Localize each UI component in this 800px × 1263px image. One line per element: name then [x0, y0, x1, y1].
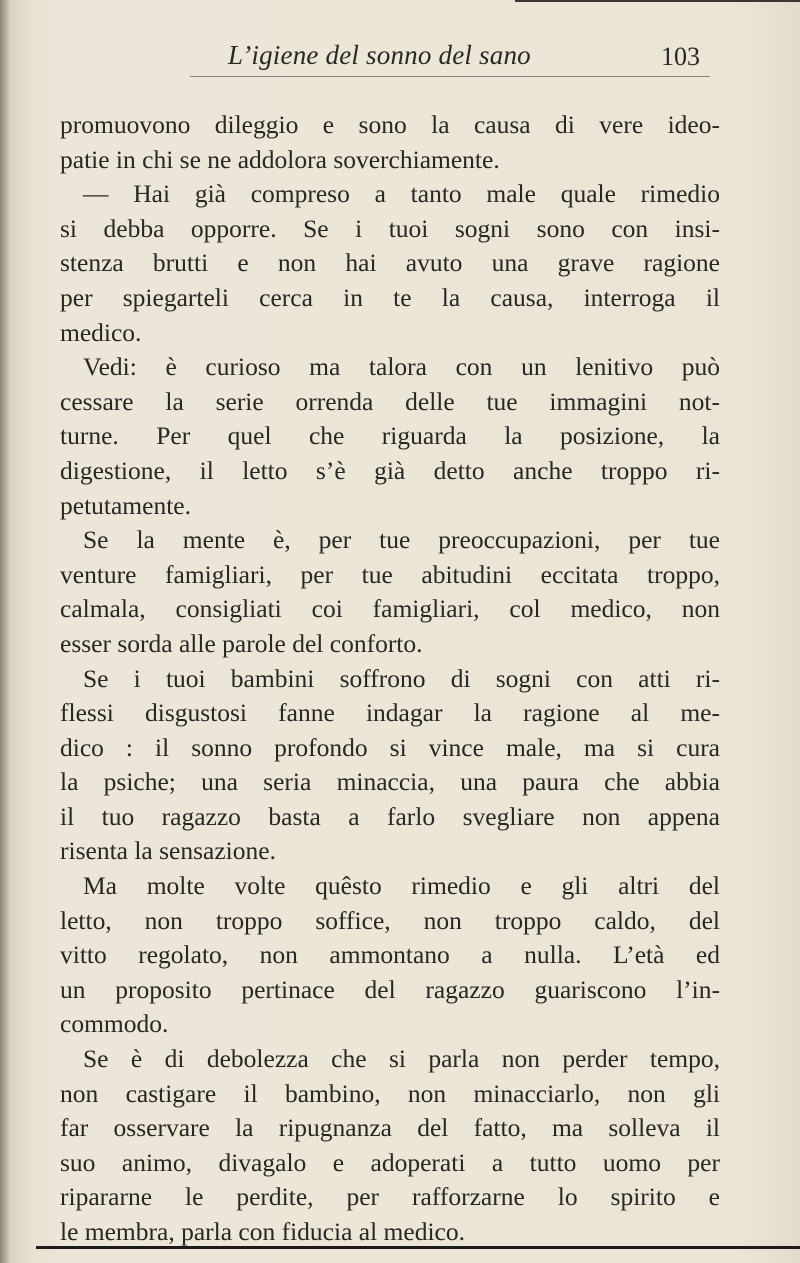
text-line: — Hai già compreso a tanto male quale rimedio [83, 179, 720, 209]
text-line: Se è di debolezza che si parla non perder tempo, [83, 1044, 720, 1074]
text-line: per spiegarteli cerca in te la causa, interroga il [60, 282, 720, 312]
text-line: stenza brutti e non hai avuto una grave ragione [60, 248, 720, 278]
text-line: flessi disgustosi fanne indagar la ragione al me- [60, 698, 720, 728]
bottom-edge-rule [36, 1246, 800, 1249]
text-line: un proposito pertinace del ragazzo guariscono l’in- [60, 974, 720, 1004]
text-line: commodo. [60, 1009, 169, 1039]
text-line: turne. Per quel che riguarda la posizione, la [60, 421, 720, 451]
text-line: far osservare la ripugnanza del fatto, ma solleva il [60, 1113, 720, 1143]
text-line: vitto regolato, non ammontano a nulla. L’età ed [60, 940, 720, 970]
text-line: le membra, parla con fiducia al medico. [60, 1217, 465, 1246]
text-line: cessare la serie orrenda delle tue immagini not- [60, 386, 720, 416]
text-line: non castigare il bambino, non minacciarlo, non gli [60, 1078, 720, 1108]
text-line: venture famigliari, per tue abitudini eccitata troppo, [60, 559, 720, 589]
text-line: petutamente. [60, 490, 191, 520]
body-text [60, 108, 720, 1250]
text-line: Vedi: è curioso ma talora con un lenitivo può [83, 352, 720, 382]
text-line: Ma molte volte quêsto rimedio e gli altri del [83, 871, 720, 901]
text-line: calmala, consigliati coi famigliari, col medico, non [60, 594, 720, 624]
text-line: Se i tuoi bambini soffrono di sogni con atti ri- [83, 663, 720, 693]
text-line: si debba opporre. Se i tuoi sogni sono con insi- [60, 213, 720, 243]
text-line: il tuo ragazzo basta a farlo svegliare non appena [60, 801, 720, 831]
page-number: 103 [661, 42, 700, 71]
text-line: risenta la sensazione. [60, 836, 276, 866]
text-line: Se la mente è, per tue preoccupazioni, per tue [83, 525, 720, 555]
text-line: medico. [60, 317, 142, 347]
text-line: la psiche; una seria minaccia, una paura che abbia [60, 767, 720, 797]
text-line: letto, non troppo soffice, non troppo caldo, del [60, 905, 720, 935]
header-rule [190, 76, 710, 77]
text-line: suo animo, divagalo e adoperati a tutto uomo per [60, 1147, 720, 1177]
text-line: digestione, il letto s’è già detto anche troppo ri- [60, 455, 720, 485]
text-line: ripararne le perdite, per rafforzarne lo spirito e [60, 1182, 720, 1212]
binding-edge [0, 0, 10, 1263]
top-edge-rule [515, 0, 800, 2]
text-line: dico : il sonno profondo si vince male, ma si cura [60, 732, 720, 762]
text-line: patie in chi se ne addolora soverchiamente. [60, 144, 500, 174]
text-line: promuovono dileggio e sono la causa di vere ideo- [60, 110, 720, 139]
running-title: L’igiene del sonno del sano [228, 40, 531, 70]
text-line: esser sorda alle parole del conforto. [60, 628, 423, 658]
